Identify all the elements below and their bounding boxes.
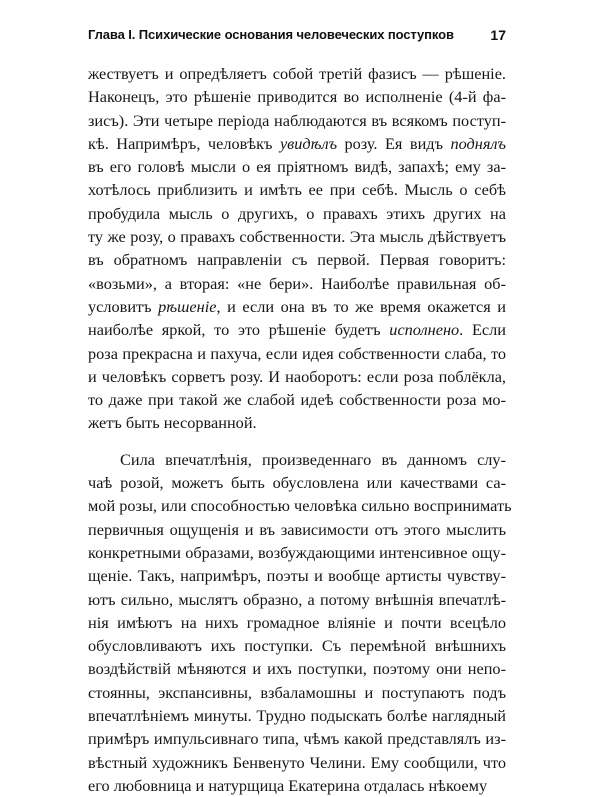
text-run: пробудила мысль о другихъ, о правахъ этихъ других на — [88, 203, 506, 223]
emphasized-word: поднялъ — [450, 133, 506, 153]
text-run: наиболѣе яркой, то это рѣшеніе будетъ — [88, 320, 390, 340]
text-run: «возьми», а вторая: «не бери». Наиболѣе правильная об- — [88, 273, 506, 293]
text-run: роза прекрасна и пахуча, если идея собственности слаба, то — [88, 343, 506, 363]
text-run: условитъ — [88, 296, 159, 316]
text-line — [88, 471, 506, 494]
text-line — [88, 295, 506, 318]
text-line — [88, 448, 506, 471]
text-run: щеніе. Такъ, напримѣръ, поэты и вообще артисты чувству- — [88, 566, 506, 586]
text-line — [88, 155, 506, 178]
text-line — [88, 248, 506, 271]
text-line — [88, 564, 506, 587]
text-line — [88, 272, 506, 295]
text-run: конкретными образами, возбуждающими интенсивное ощу- — [88, 542, 506, 562]
text-line — [88, 657, 506, 680]
text-line — [88, 727, 506, 750]
paragraph-gap — [88, 435, 506, 448]
text-line — [88, 588, 506, 611]
text-line — [88, 681, 506, 704]
text-line — [88, 318, 506, 341]
text-run: жетъ быть несорванной. — [88, 413, 257, 433]
paragraph — [88, 448, 512, 797]
text-run: ту же розу, о правахъ собственности. Эта мысль дѣйствуетъ — [88, 227, 506, 247]
text-run: хотѣлось приблизить и имѣть ее при себѣ. Мысль о себѣ — [88, 180, 506, 200]
text-run: обусловливаютъ ихъ поступки. Съ перемѣной внѣшнихъ — [88, 636, 506, 656]
text-run: впечатлѣніемъ минуты. Трудно подыскать болѣе наглядный — [88, 706, 506, 726]
text-run: примѣръ импульсивнаго типа, чѣмъ какой представлялъ из- — [88, 729, 506, 749]
running-header — [88, 24, 506, 46]
text-line — [88, 751, 506, 774]
text-line — [88, 388, 506, 411]
text-line — [88, 178, 506, 201]
text-run: стоянны, экспансивны, взбаламошны и поступаютъ подъ — [88, 682, 506, 702]
emphasized-word: рѣшеніе — [158, 296, 217, 316]
text-line — [88, 411, 506, 434]
text-run: вѣстный художникъ Бенвенуто Челини. Ему сообщили, что — [88, 752, 506, 772]
text-run: ютъ сильно, мыслятъ образно, а потому внѣшнія впечатлѣ- — [88, 589, 506, 609]
text-run: воздѣйствій мѣняются и ихъ поступки, поэтому они непо- — [88, 659, 506, 679]
text-run: Наконецъ, это рѣшеніе приводится во исполненіе (4-й фа- — [88, 87, 506, 107]
text-run: первичныя ощущенія и въ зависимости отъ этого мыслить — [88, 519, 506, 539]
text-run: , и если она въ то же время окажется и — [216, 296, 507, 316]
text-run: въ его головѣ мысли о ея пріятномъ видѣ, запахѣ; ему за- — [88, 157, 506, 177]
text-run: . Если — [459, 320, 507, 340]
text-line — [88, 518, 506, 541]
text-run: то даже при такой же слабой идеѣ собственности роза мо- — [88, 390, 506, 410]
text-run: мой розы, или способностью человѣка сильно воспринимать — [88, 496, 512, 516]
text-line — [88, 202, 506, 225]
text-line — [88, 109, 506, 132]
paragraph — [88, 62, 506, 435]
text-run: кѣ. Напримѣръ, человѣкъ — [88, 133, 280, 153]
page-body — [88, 62, 512, 797]
text-run: его любовница и натурщица Екатерина отдалась нѣкоему — [88, 775, 488, 795]
text-line — [88, 541, 506, 564]
text-line — [88, 634, 506, 657]
text-line — [88, 494, 512, 517]
text-line — [88, 365, 506, 388]
text-line — [88, 132, 506, 155]
text-line — [88, 62, 506, 85]
text-line — [88, 611, 506, 634]
text-run: чаѣ розой, можетъ быть обусловлена или качествами са- — [88, 473, 506, 493]
text-run: и человѣкъ сорветъ розу. И наоборотъ: если роза поблёкла, — [88, 366, 506, 386]
text-run: нія имѣютъ на нихъ громадное вліяніе и почти всецѣло — [88, 612, 506, 632]
chapter-title: Глава I. Психические основания человеческих поступков — [88, 27, 454, 42]
text-line — [88, 704, 506, 727]
text-line — [88, 85, 506, 108]
text-line — [88, 342, 506, 365]
text-line — [88, 225, 506, 248]
text-run: въ обратномъ направленіи съ первой. Первая говоритъ: — [88, 250, 506, 270]
emphasized-word: увидѣлъ — [279, 133, 338, 153]
text-run: жествуетъ и опредѣляетъ собой третій фазисъ — рѣшеніе. — [88, 64, 506, 83]
text-run: зисъ). Эти четыре періода наблюдаются въ всякомъ поступ- — [88, 110, 506, 130]
text-run: Сила впечатлѣнія, произведеннаго въ данномъ слу- — [120, 449, 506, 469]
text-run: розу. Ея видъ — [337, 133, 451, 153]
page-number: 17 — [490, 27, 506, 43]
emphasized-word: исполнено — [389, 320, 460, 340]
text-line — [88, 774, 506, 797]
